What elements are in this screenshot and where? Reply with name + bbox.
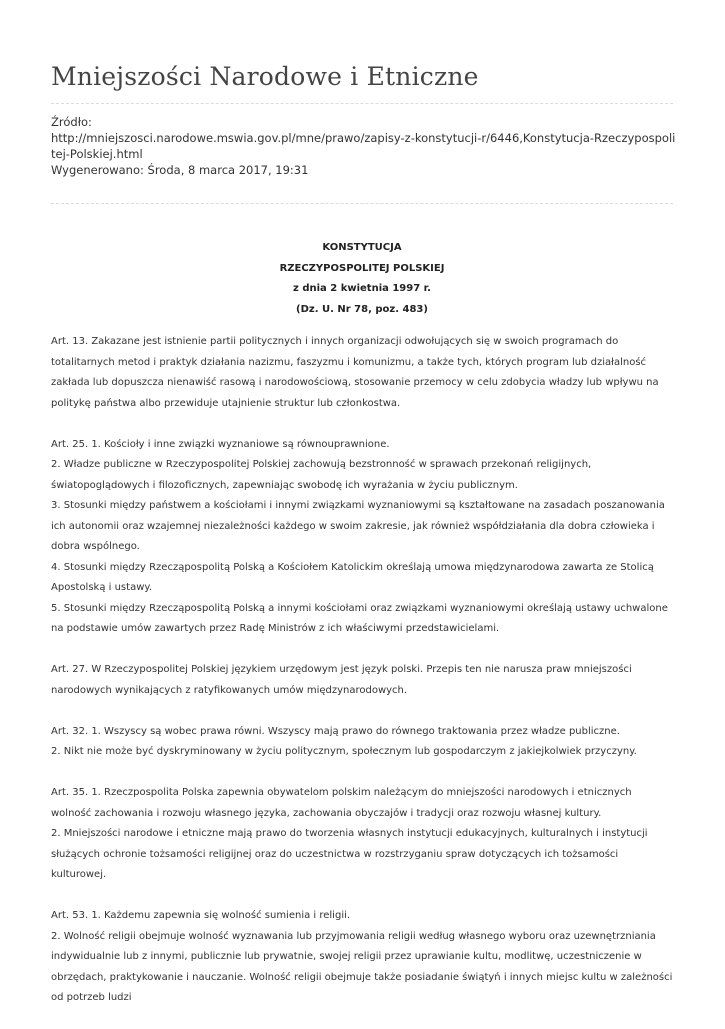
article-paragraph: Art. 32. 1. Wszyscy są wobec prawa równi. Wszyscy mają prawo do równego traktowania przez władze publiczne. [51,725,620,737]
article-paragraph: Art. 27. W Rzeczypospolitej Polskiej językiem urzędowym jest język polski. Przepis ten nie narusza praw mniejszości narodowych wynikających z ratyfikowanych umów międzynarodowych. [51,664,632,696]
article-block [51,660,673,701]
meta-divider [51,203,673,204]
article-paragraph: 2. Nikt nie może być dyskryminowany w życiu politycznym, społecznym lub gospodarczym z jakiejkolwiek przyczyny. [51,746,637,757]
header-reference: (Dz. U. Nr 78, poz. 483) [296,303,428,315]
article-paragraph: Art. 35. 1. Rzeczpospolita Polska zapewnia obywatelom polskim należącym do mniejszości narodowych i etnicznych wolność zachowania i rozwoju własnego języka, zachowania obyczajów i tradycji oraz rozwoju własnej kultury. [51,787,632,819]
title-divider [51,103,673,104]
article-paragraph: 5. Stosunki między Rzecząpospolitą Polską a innymi kościołami oraz związkami wyznaniowymi określają ustawy uchwalone na podstawie umów zawartych przez Radę Ministrów z ich właściwymi przedstawicielami. [51,602,668,634]
article-block [51,332,673,414]
site-title: Mniejszości Narodowe i Etniczne [51,62,479,91]
article-paragraph: Art. 53. 1. Każdemu zapewnia się wolność sumienia i religii. [51,910,351,921]
article-paragraph: 2. Mniejszości narodowe i etniczne mają prawo do tworzenia własnych instytucji edukacyjnych, kulturalnych i instytucji służących ochronie tożsamości religijnej oraz do uczestnictwa w rozstrzyganiu spraw dotyczących ich tożsamości kulturowej. [51,828,648,880]
article-block [51,435,673,640]
article-paragraph: Art. 25. 1. Kościoły i inne związki wyznaniowe są równouprawnione. [51,438,390,450]
article-paragraph: 2. Władze publiczne w Rzeczypospolitej Polskiej zachowują bezstronność w sprawach przekonań religijnych, światopoglądowych i filozoficznych, zapewniając swobodę ich wyrażania w życiu publicznym. [51,459,592,491]
article-paragraph: 4. Stosunki między Rzecząpospolitą Polską a Kościołem Katolickim określają umowa międzynarodowa zawarta ze Stolicą Apostolską i ustawy. [51,561,654,593]
document-header [51,238,673,320]
article-paragraph: 3. Stosunki między państwem a kościołami i innymi związkami wyznaniowymi są kształtowane na zasadach poszanowania ich autonomii oraz wzajemnej niezależności każdego w swoim zakresie, jak również współdziałania dla dobra człowieka i dobra wspólnego. [51,500,665,552]
source-url: http://mniejszosci.narodowe.mswia.gov.pl/mne/prawo/zapisy-z-konstytucji-r/6446,Konstytucja-Rzeczypospolitej-Polskiej.html [51,131,676,161]
generated-timestamp: Wygenerowano: Środa, 8 marca 2017, 19:31 [51,163,309,177]
articles-body [51,332,673,1029]
source-label: Źródło: [51,115,92,129]
source-meta [51,114,676,178]
header-title: KONSTYTUCJA [322,242,402,253]
article-paragraph: Art. 13. Zakazane jest istnienie partii politycznych i innych organizacji odwołujących się w swoich programach do totalitarnych metod i praktyk działania nazizmu, faszyzmu i komunizmu, a także tych, których program lub działalność zakłada lub dopuszcza nienawiść rasową i narodowościową, stosowanie przemocy w celu zdobycia władzy lub wpływu na politykę państwa albo przewiduje utajnienie struktur lub członkostwa. [51,336,659,409]
header-date: z dnia 2 kwietnia 1997 r. [293,283,431,295]
article-block [51,783,673,886]
header-subtitle: RZECZYPOSPOLITEJ POLSKIEJ [279,262,445,274]
article-paragraph: 2. Wolność religii obejmuje wolność wyznawania lub przyjmowania religii według własnego wyboru oraz uzewnętrzniania indywidualnie lub z innymi, publicznie lub prywatnie, swojej religii przez uprawianie kultu, modlitwę, uczestniczenie w obrzędach, praktykowanie i nauczanie. Wolność religii obejmuje także posiadanie świątyń i innych miejsc kultu w zależności od potrzeb ludzi [51,930,673,1003]
article-block [51,722,673,763]
article-block [51,906,673,1009]
